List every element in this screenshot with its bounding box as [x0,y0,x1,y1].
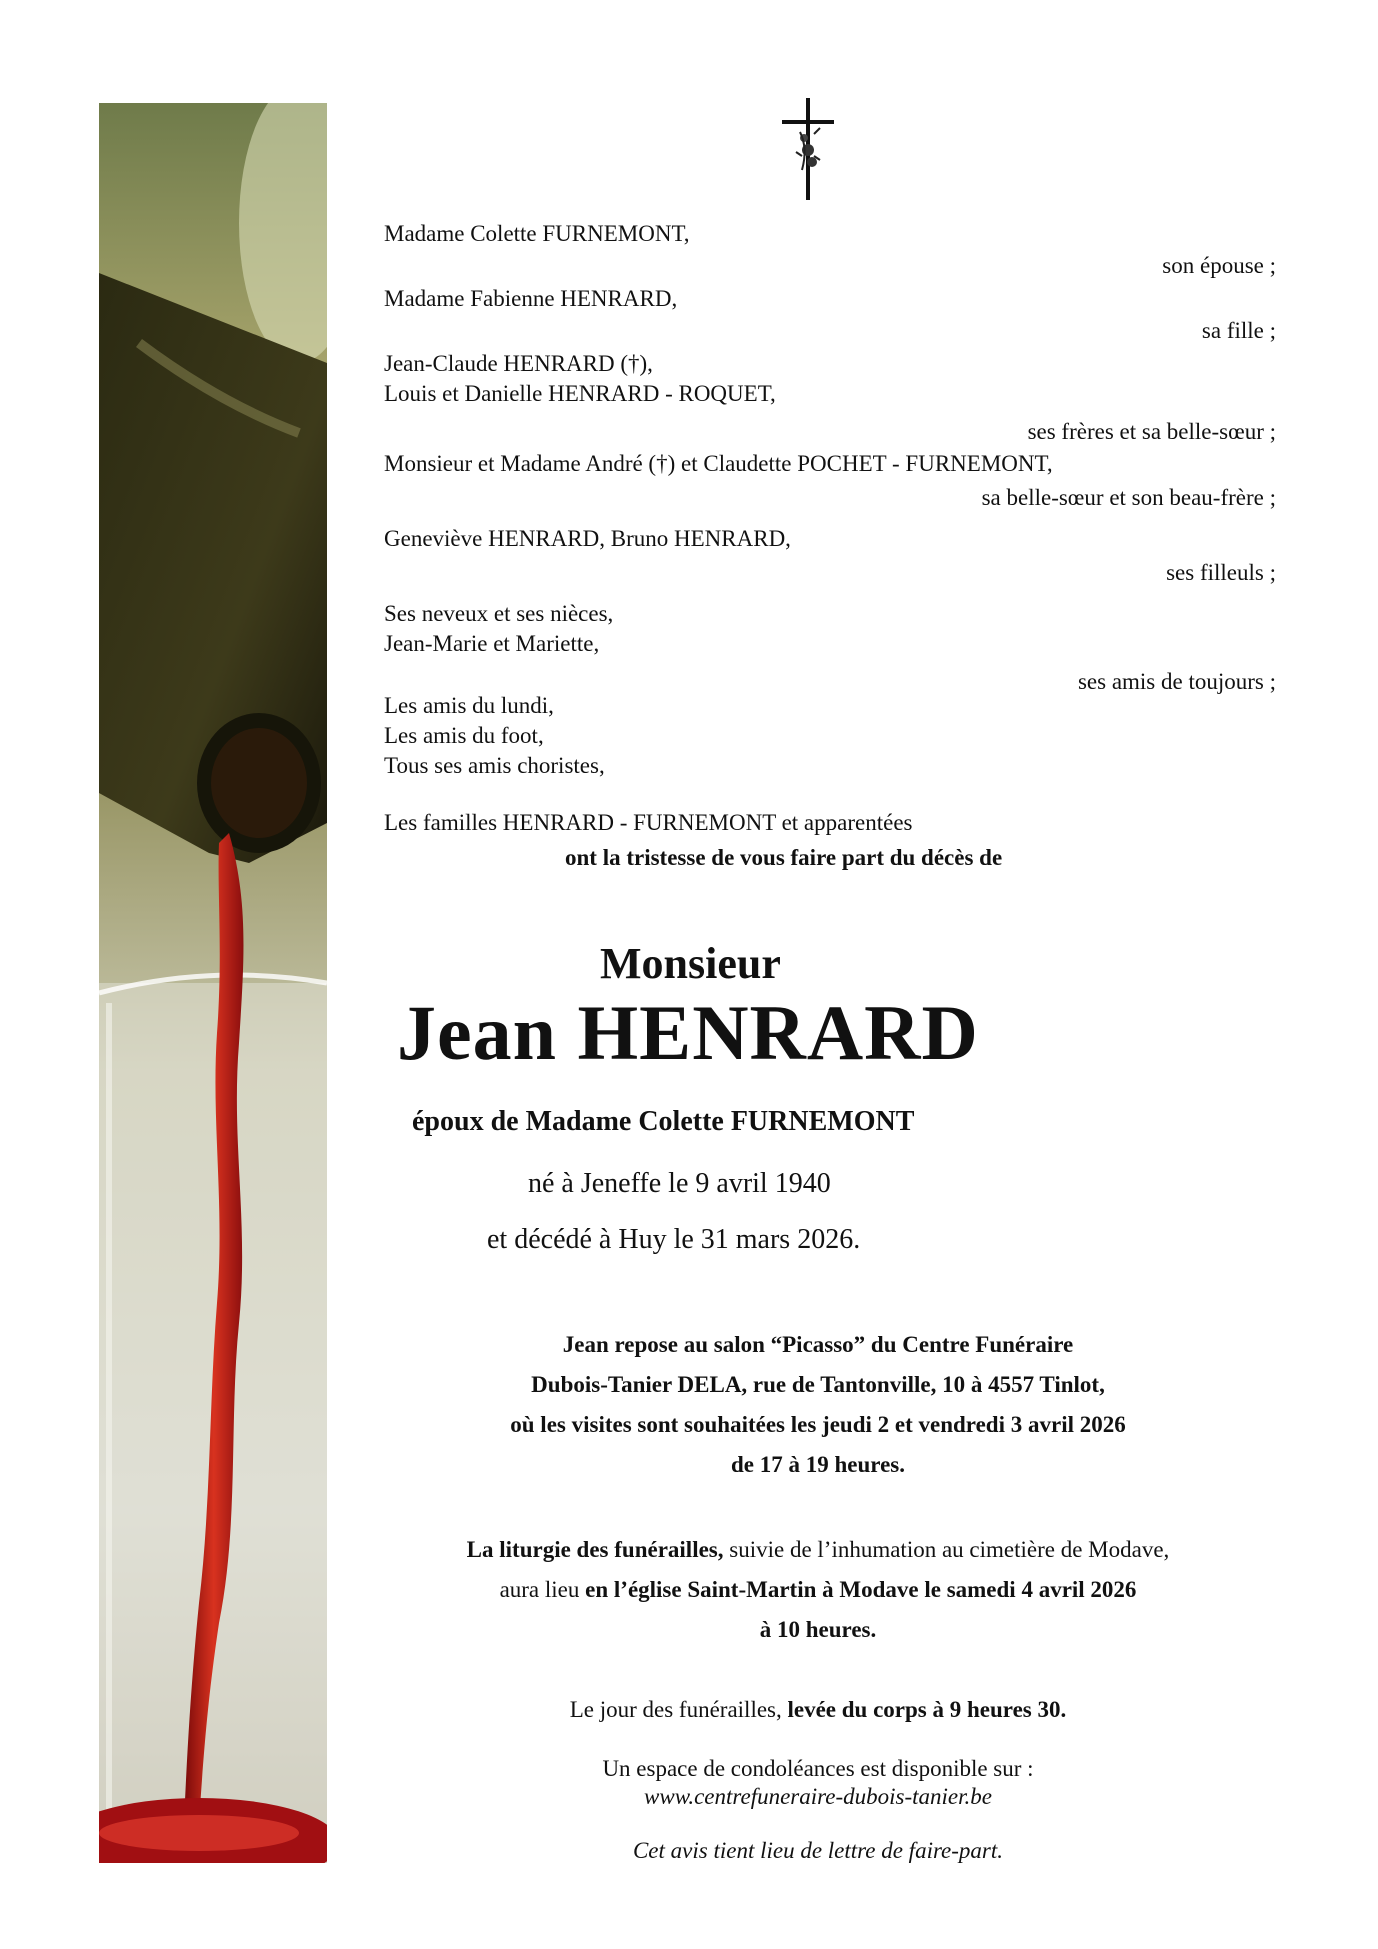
family-entry [384,349,1276,447]
family-name: Geneviève HENRARD, Bruno HENRARD, [384,526,791,551]
friends-list [384,691,1276,781]
families-block [384,808,1276,838]
family-entry [384,449,1276,513]
condolences-url[interactable]: www.centrefuneraire-dubois-tanier.be [644,1784,992,1809]
family-relation: sa belle-sœur et son beau-frère ; [981,485,1276,510]
family-name: Monsieur et Madame André (†) et Claudette POCHET - FURNEMONT, [384,451,1053,476]
visitation-line: de 17 à 19 heures. [731,1452,905,1477]
levee-line [318,1690,1318,1730]
family-relation: sa fille ; [1201,318,1276,343]
family-relation: ses amis de toujours ; [1077,669,1276,694]
visitation-line: Dubois-Tanier DELA, rue de Tantonville, 10 à 4557 Tinlot, [531,1372,1105,1397]
friends-line: Les amis du lundi, [384,693,554,718]
funeral-burial: suivie de l’inhumation au cimetière de Modave, [723,1537,1170,1562]
funeral-time: à 10 heures. [759,1617,877,1642]
deceased-name: Jean HENRARD [397,989,979,1076]
family-entry [384,599,1276,697]
levee-time: levée du corps à 9 heures 30. [787,1697,1067,1722]
condolences-block [318,1755,1318,1811]
friends-line: Les amis du foot, [384,723,544,748]
funeral-line-2 [318,1570,1318,1610]
visitation-line: Jean repose au salon “Picasso” du Centre Funéraire [562,1332,1074,1357]
announce-line: ont la tristesse de vous faire part du décès de [565,845,1003,870]
family-name: Ses neveux et ses nièces, [384,601,614,626]
deceased-spouse: époux de Madame Colette FURNEMONT [412,1106,915,1137]
condolences-line: Un espace de condoléances est disponible sur : [602,1756,1034,1781]
family-list [384,219,1276,281]
funeral-line-1 [318,1530,1318,1570]
wine-pour-photo [99,103,327,1863]
funeral-place-prefix: aura lieu [499,1577,586,1602]
family-relation: son épouse ; [1162,253,1276,278]
visitation-line: où les visites sont souhaitées les jeudi 2 et vendredi 3 avril 2026 [510,1412,1126,1437]
cross-with-rose-icon [780,98,836,200]
visitation-block [318,1325,1318,1485]
funeral-block [318,1530,1318,1650]
family-entry [384,284,1276,346]
family-name: Madame Colette FURNEMONT, [384,221,690,246]
family-name: Jean-Marie et Mariette, [384,631,600,656]
funeral-liturgy: La liturgie des funérailles, [466,1537,724,1562]
announce-block [565,843,1165,873]
families-line: Les familles HENRARD - FURNEMONT et apparentées [384,810,913,835]
family-name: Jean-Claude HENRARD (†), [384,351,653,376]
levee-prefix: Le jour des funérailles, [569,1697,788,1722]
funeral-place: en l’église Saint-Martin à Modave le samedi 4 avril 2026 [585,1577,1137,1602]
family-name: Louis et Danielle HENRARD - ROQUET, [384,381,776,406]
family-entry [384,524,1276,588]
friends-line: Tous ses amis choristes, [384,753,605,778]
birth-line: né à Jeneffe le 9 avril 1940 [528,1168,831,1199]
death-line: et décédé à Huy le 31 mars 2026. [487,1224,861,1255]
family-relation: ses frères et sa belle-sœur ; [1027,419,1276,444]
family-relation: ses filleuls ; [1166,560,1276,585]
deceased-title: Monsieur [600,939,781,988]
footer-note: Cet avis tient lieu de lettre de faire-part. [632,1838,1004,1863]
family-name: Madame Fabienne HENRARD, [384,286,678,311]
